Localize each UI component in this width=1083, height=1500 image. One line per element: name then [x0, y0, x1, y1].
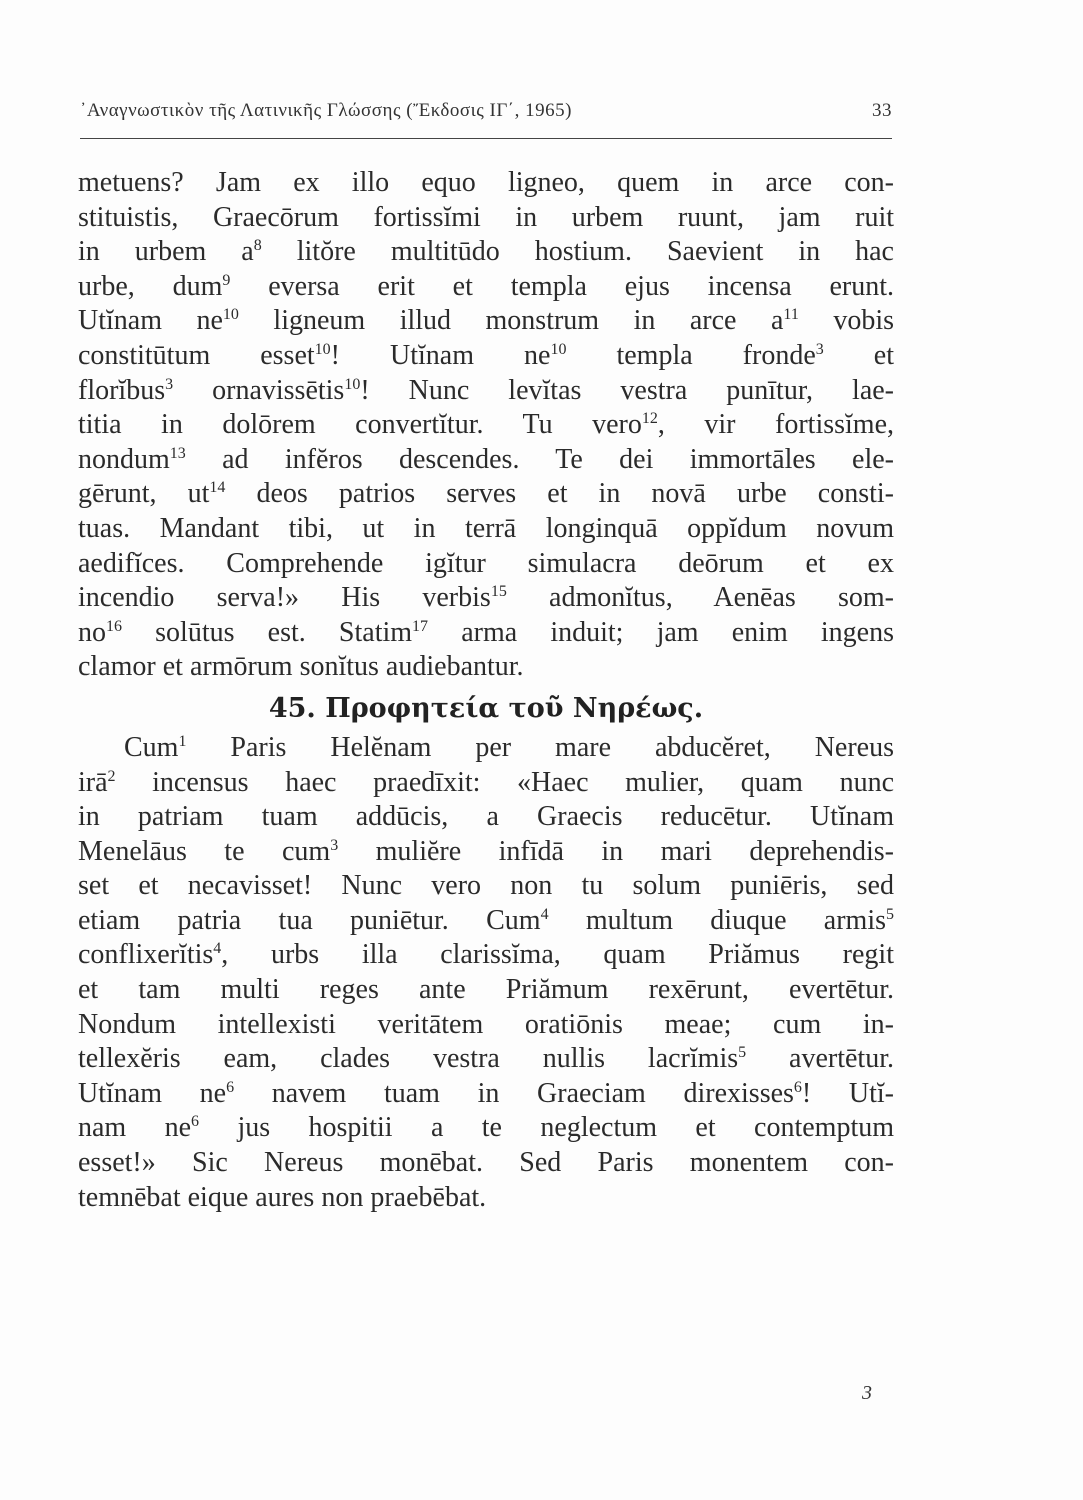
footnote-mark: 17 [412, 617, 429, 635]
text-segment: ! Utĭnam ne [330, 339, 551, 371]
footnote-mark: 10 [314, 340, 331, 358]
text-segment: Nondum intellexisti veritātem oratiōnis meae; cum in- [78, 1008, 894, 1040]
text-line [78, 1181, 894, 1216]
text-line [78, 339, 894, 374]
text-line [78, 1042, 894, 1077]
text-segment: constitūtum esset [78, 339, 315, 371]
text-segment: templa fronde [566, 339, 816, 371]
text-segment: admonĭtus, Aenēas som- [506, 582, 894, 614]
text-segment: Utĭnam ne [78, 305, 223, 337]
text-segment: Paris Helĕnam per mare abducĕret, Nereus [186, 731, 894, 763]
text-line [78, 581, 894, 616]
footnote-mark: 3 [330, 836, 339, 854]
text-segment: nondum [78, 443, 170, 475]
footnote-mark: 10 [344, 375, 361, 393]
footnote-mark: 3 [165, 375, 174, 393]
text-line [78, 869, 894, 904]
text-segment: ad infĕros descendes. Te dei immortāles ele- [185, 443, 894, 475]
signature-mark: 3 [862, 1382, 872, 1404]
text-segment: florĭbus [78, 374, 166, 406]
text-line [78, 650, 894, 685]
text-line [78, 443, 894, 478]
body-text [78, 166, 894, 1215]
text-line [78, 731, 894, 766]
text-line [78, 235, 894, 270]
text-segment: incensus haec praedīxit: «Haec mulier, quam nunc [115, 766, 894, 798]
text-segment: urbe, dum [78, 270, 223, 302]
running-head [80, 96, 892, 132]
text-segment: Cum [124, 731, 179, 763]
text-line [78, 766, 894, 801]
text-segment: incendio serva!» His verbis [78, 582, 491, 614]
header-rule [80, 138, 892, 139]
footnote-mark: 5 [738, 1044, 747, 1062]
text-line [78, 973, 894, 1008]
text-segment: solūtus est. Statim [122, 616, 413, 648]
text-segment: avertētur. [746, 1043, 894, 1075]
text-segment: metuens? Jam ex illo equo ligneo, quem in arce con- [78, 167, 894, 198]
text-line [78, 304, 894, 339]
footnote-mark: 14 [209, 479, 226, 497]
text-segment: etiam patria tua puniētur. Cum [78, 904, 541, 936]
footnote-mark: 6 [793, 1078, 802, 1096]
text-segment: jus hospitii a te neglectum et contemptum [199, 1112, 895, 1144]
text-line [78, 616, 894, 651]
text-line [78, 938, 894, 973]
text-segment: multum diuque armis [548, 904, 887, 936]
footnote-mark: 12 [641, 410, 658, 428]
text-line [78, 547, 894, 582]
text-segment: temnēbat eique aures non praebēbat. [78, 1181, 487, 1213]
text-line [78, 1111, 894, 1146]
text-line [78, 1008, 894, 1043]
footnote-mark: 13 [169, 444, 186, 462]
footnote-mark: 16 [106, 617, 122, 635]
text-segment: titia in dolōrem convertĭtur. Tu vero [78, 409, 642, 441]
text-segment: ornavissētis [173, 374, 345, 406]
section-heading: 45. Προφητεία τοῦ Νηρέως. [268, 692, 704, 724]
text-segment: tellexĕris eam, clades vestra nullis lacrĭmis [78, 1043, 739, 1075]
text-segment: ! Utĭ- [801, 1077, 894, 1109]
text-line [78, 1077, 894, 1112]
footnote-mark: 2 [107, 767, 116, 785]
text-segment: muliĕre infīdā in mari deprehendis- [338, 835, 894, 867]
text-segment: stituistis, Graecōrum fortissĭmi in urbem ruunt, jam ruit [78, 201, 894, 233]
section-2-paragraph [78, 731, 894, 1215]
text-segment: clamor et armōrum sonĭtus audiebantur. [78, 651, 524, 683]
text-segment: , urbs illa clarissĭma, quam Priămus regit [221, 939, 894, 971]
text-line [78, 512, 894, 547]
text-segment: nam ne [78, 1112, 192, 1144]
running-head-title: ᾿Αναγνωστικὸν τῆς Λατινικῆς Γλώσσης (Ἔκδοσις ΙΓ΄, 1965) [80, 100, 572, 121]
footnote-mark: 4 [540, 905, 549, 923]
text-segment: Menelāus te cum [78, 835, 331, 867]
text-segment: litŏre multitūdo hostium. Saevient in hac [261, 236, 894, 268]
text-segment: deos patrios serves et in novā urbe consti- [225, 478, 894, 510]
footnote-mark: 5 [886, 905, 895, 923]
footnote-mark: 1 [178, 732, 187, 750]
text-line [78, 166, 894, 201]
text-segment: tuas. Mandant tibi, ut in terrā longinquā oppĭdum novum [78, 512, 894, 544]
footnote-mark: 8 [253, 237, 262, 255]
text-segment: Utĭnam ne [78, 1077, 227, 1109]
text-segment: vobis [798, 305, 894, 337]
text-segment: , vir fortissĭme, [657, 409, 894, 441]
section-1-paragraph [78, 166, 894, 685]
text-segment: et [823, 339, 894, 371]
footnote-mark: 9 [222, 271, 231, 289]
text-segment: set et necavisset! Nunc vero non tu solum puniēris, sed [78, 870, 894, 902]
footnote-mark: 4 [213, 940, 222, 958]
text-segment: in urbem a [78, 236, 254, 268]
text-segment: irā [78, 766, 108, 798]
footnote-mark: 10 [550, 340, 567, 358]
footnote-mark: 6 [191, 1113, 200, 1131]
text-line [78, 201, 894, 236]
page-number: 33 [872, 100, 892, 121]
footnote-mark: 15 [490, 583, 507, 601]
footnote-mark: 11 [783, 306, 799, 324]
text-segment: conflixerĭtis [78, 939, 214, 971]
text-line [78, 374, 894, 409]
text-line [78, 477, 894, 512]
footnote-mark: 3 [815, 340, 824, 358]
text-segment: arma induit; jam enim ingens [428, 616, 894, 648]
text-segment: no [78, 616, 106, 648]
text-segment: navem tuam in Graeciam direxisses [234, 1077, 794, 1109]
text-segment: gērunt, ut [78, 478, 210, 510]
text-segment: aedifĭces. Comprehende igĭtur simulacra deōrum et ex [78, 547, 894, 579]
text-line [78, 800, 894, 835]
text-line [78, 1146, 894, 1181]
text-line [78, 835, 894, 870]
footnote-mark: 6 [226, 1078, 235, 1096]
text-line [78, 408, 894, 443]
text-segment: ligneum illud monstrum in arce a [238, 305, 784, 337]
text-segment: ! Nunc levĭtas vestra punītur, lae- [360, 374, 894, 406]
text-line [78, 270, 894, 305]
text-line [78, 904, 894, 939]
text-segment: esset!» Sic Nereus monēbat. Sed Paris monentem con- [78, 1147, 894, 1179]
text-segment: eversa erit et templa ejus incensa erunt. [230, 270, 895, 302]
footnote-mark: 10 [222, 306, 239, 324]
text-segment: in patriam tuam addūcis, a Graecis reducētur. Utĭnam [78, 801, 894, 833]
text-segment: et tam multi reges ante Priămum rexērunt, evertētur. [78, 974, 894, 1006]
